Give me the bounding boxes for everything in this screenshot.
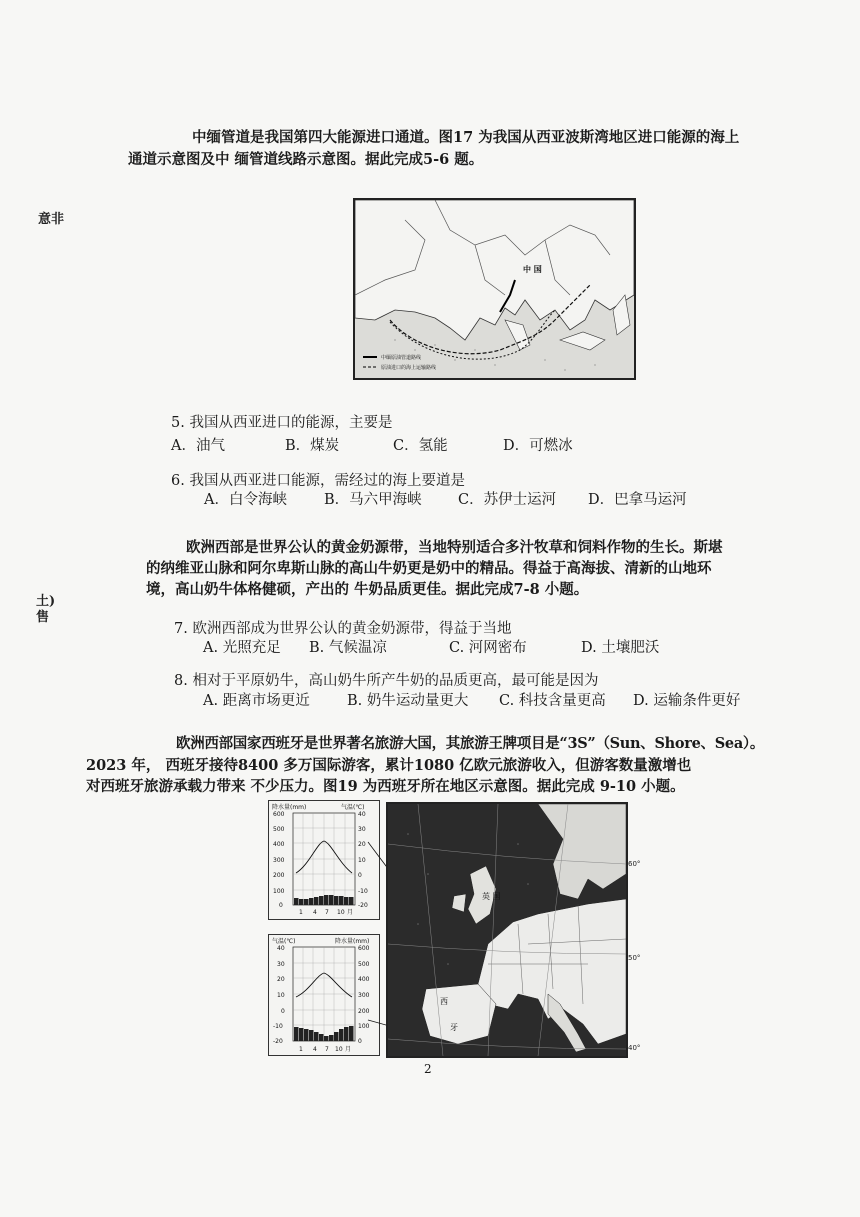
q8-option-a[interactable]: A. 距离市场更近 bbox=[203, 693, 310, 709]
lat-label-60: 60° bbox=[628, 860, 641, 868]
europe-map bbox=[386, 802, 628, 1058]
tick: 500 bbox=[273, 826, 285, 833]
intro-3-line-1: 欧洲西部国家西班牙是世界著名旅游大国，其旅游王牌项目是“3S”（Sun、Shore、Sea）。 bbox=[176, 735, 765, 752]
q7-option-d[interactable]: D. 土壤肥沃 bbox=[581, 640, 660, 656]
tick: 200 bbox=[273, 872, 285, 879]
intro-2-line-3: 境，高山奶牛体格健硕，产出的 牛奶品质更佳。据此完成7-8 小题。 bbox=[146, 581, 589, 598]
question-7-stem: 7. 欧洲西部成为世界公认的黄金奶源带，得益于当地 bbox=[174, 621, 512, 637]
tick: 100 bbox=[273, 888, 285, 895]
tick: 0 bbox=[281, 1008, 285, 1015]
chart2-left-label: 气温(℃) bbox=[272, 938, 296, 945]
tick: 7 bbox=[325, 1046, 329, 1053]
tick: 7 bbox=[325, 909, 329, 916]
q7-option-c[interactable]: C. 河网密布 bbox=[449, 640, 527, 656]
q7-option-a[interactable]: A. 光照充足 bbox=[203, 640, 281, 656]
tick: 1 bbox=[299, 909, 303, 916]
tick: 0 bbox=[358, 872, 362, 879]
tick: 0 bbox=[358, 1038, 362, 1045]
legend-pipeline: 中缅原油管道路线 bbox=[381, 355, 422, 361]
q5-option-a[interactable]: A．油气 bbox=[171, 438, 225, 454]
q8-option-b[interactable]: B. 奶牛运动量更大 bbox=[347, 693, 469, 709]
chart1-right-label: 气温(℃) bbox=[341, 804, 365, 811]
q7-option-b[interactable]: B. 气候温凉 bbox=[309, 640, 387, 656]
margin-note: 意非 bbox=[38, 212, 65, 227]
tick: 30 bbox=[277, 961, 285, 968]
question-6-stem: 6. 我国从西亚进口能源，需经过的海上要道是 bbox=[171, 473, 465, 489]
question-8-stem: 8. 相对于平原奶牛，高山奶牛所产牛奶的品质更高，最可能是因为 bbox=[174, 673, 599, 689]
tick: -10 bbox=[358, 888, 368, 895]
legend-sea-route: 原油进口的海上运输路线 bbox=[381, 365, 437, 371]
question-5-stem: 5. 我国从西亚进口的能源，主要是 bbox=[171, 415, 393, 431]
map-label-uk: 英 国 bbox=[482, 892, 501, 901]
tick: -10 bbox=[273, 1023, 283, 1030]
question-6-options bbox=[204, 489, 724, 511]
tick: 100 bbox=[358, 1023, 370, 1030]
tick: 0 bbox=[279, 902, 283, 909]
q8-option-c[interactable]: C. 科技含量更高 bbox=[499, 693, 606, 709]
tick: 20 bbox=[358, 841, 366, 848]
lat-label-40: 40° bbox=[628, 1044, 641, 1052]
tick: 500 bbox=[358, 961, 370, 968]
tick: -20 bbox=[273, 1038, 283, 1045]
q8-option-d[interactable]: D. 运输条件更好 bbox=[633, 693, 741, 709]
intro-1-line-2: 通道示意图及中 缅管道线路示意图。据此完成5-6 题。 bbox=[128, 151, 484, 168]
tick: 4 bbox=[313, 909, 317, 916]
tick: 10 bbox=[358, 857, 366, 864]
intro-2-line-2: 的纳维亚山脉和阿尔卑斯山脉的高山牛奶更是奶中的精品。得益于高海拔、清新的山地环 bbox=[146, 560, 712, 577]
intro-2-line-1: 欧洲西部是世界公认的黄金奶源带，当地特别适合多汁牧草和饲料作物的生长。斯堪 bbox=[186, 539, 723, 556]
lat-label-50: 50° bbox=[628, 954, 641, 962]
tick: 600 bbox=[358, 945, 370, 952]
asia-route-map bbox=[355, 200, 634, 378]
margin-note: 售 bbox=[36, 610, 50, 625]
tick: 400 bbox=[273, 841, 285, 848]
tick: 10 bbox=[277, 992, 285, 999]
tick: 10 bbox=[337, 909, 345, 916]
map-label-spain-1: 西 bbox=[440, 997, 448, 1006]
china-label: 中 国 bbox=[523, 265, 542, 274]
question-8-options bbox=[203, 690, 763, 712]
q5-option-b[interactable]: B．煤炭 bbox=[285, 438, 340, 454]
tick: 300 bbox=[273, 857, 285, 864]
tick: 40 bbox=[358, 811, 366, 818]
intro-3-line-3: 对西班牙旅游承载力带来 不少压力。图19 为西班牙所在地区示意图。据此完成 9-10 小题。 bbox=[86, 778, 685, 795]
map-label-spain-2: 牙 bbox=[450, 1023, 458, 1032]
tick: 300 bbox=[358, 992, 370, 999]
tick: 1 bbox=[299, 1046, 303, 1053]
climate-chart-1 bbox=[268, 800, 380, 920]
tick: 600 bbox=[273, 811, 285, 818]
tick: -20 bbox=[358, 902, 368, 909]
q5-option-c[interactable]: C．氢能 bbox=[393, 438, 448, 454]
chart2-right-label: 降水量(mm) bbox=[335, 938, 370, 945]
tick: 20 bbox=[277, 976, 285, 983]
figure-17-map bbox=[353, 198, 636, 380]
tick: 30 bbox=[358, 826, 366, 833]
chart1-left-label: 降水量(mm) bbox=[272, 804, 307, 811]
tick: 200 bbox=[358, 1008, 370, 1015]
question-7-options bbox=[203, 637, 683, 659]
intro-3-line-2: 2023 年， 西班牙接待8400 多万国际游客，累计1080 亿欧元旅游收入，但游客数量激增也 bbox=[86, 757, 692, 774]
q5-option-d[interactable]: D．可燃冰 bbox=[503, 438, 573, 454]
q6-option-d[interactable]: D．巴拿马运河 bbox=[588, 492, 687, 508]
tick: 400 bbox=[358, 976, 370, 983]
intro-1-line-1: 中缅管道是我国第四大能源进口通道。图17 为我国从西亚波斯湾地区进口能源的海上 bbox=[192, 129, 740, 146]
question-5-options bbox=[171, 435, 651, 457]
q6-option-b[interactable]: B．马六甲海峡 bbox=[324, 492, 422, 508]
tick: 10 bbox=[335, 1046, 343, 1053]
climate-chart-2 bbox=[268, 934, 380, 1056]
tick: 40 bbox=[277, 945, 285, 952]
tick: 月 bbox=[347, 909, 354, 916]
page-number: 2 bbox=[424, 1062, 432, 1076]
tick: 4 bbox=[313, 1046, 317, 1053]
margin-note: 土) bbox=[36, 594, 56, 609]
figure-19 bbox=[266, 800, 641, 1058]
q6-option-c[interactable]: C．苏伊士运河 bbox=[458, 492, 557, 508]
q6-option-a[interactable]: A．白令海峡 bbox=[204, 492, 287, 508]
tick: 月 bbox=[345, 1046, 352, 1053]
